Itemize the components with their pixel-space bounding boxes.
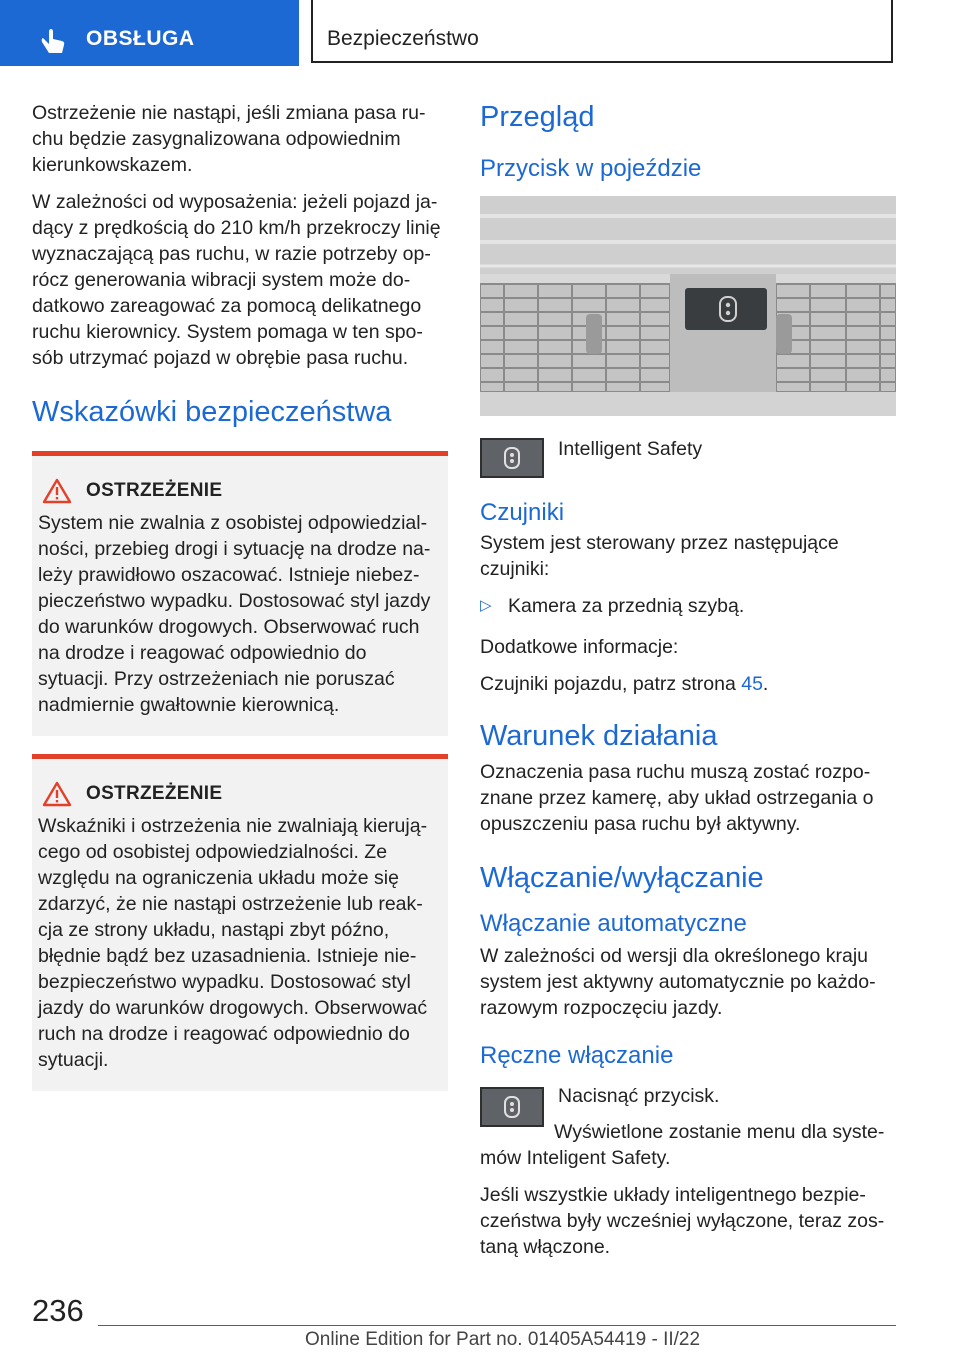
warning-text: System nie zwalnia z osobistej odpowiedzial- ności, przebieg drogi i sytuację na drodze na- leży prawidłowo oszacować. Istnieje niebez- pieczeństwo wypadku. Dostosować styl jazdy do warunków drogowych. Obserwować ruch na drodze i reagować odpowiednio do sytuacji. Przy ostrzeżeniach nie poruszać nadmiernie gwałtownie kierownicą. — [38, 512, 431, 716]
section-heading: Warunek działania — [480, 720, 718, 752]
button-caption: Intelligent Safety — [558, 438, 703, 460]
section-tab — [0, 0, 299, 66]
dashboard-button-photo — [480, 196, 896, 416]
section-heading: Przegląd — [480, 101, 595, 133]
paragraph: Wyświetlone zostanie menu dla syste- mów Inteligent Safety. — [480, 1121, 885, 1169]
paragraph: Ostrzeżenie nie nastąpi, jeśli zmiana pasa ru- chu będzie zasygnalizowana odpowiednim kierunkowskazem. — [32, 102, 426, 176]
subsection-heading: Czujniki — [480, 499, 565, 526]
intelligent-safety-button-icon — [480, 1087, 544, 1127]
warning-title: OSTRZEŻENIE — [86, 480, 223, 501]
section-heading: Wskazówki bezpieczeństwa — [32, 396, 392, 428]
safety-symbol-icon — [502, 446, 522, 470]
button-legend — [480, 438, 896, 478]
bullet-triangle-icon: ▷ — [480, 597, 492, 614]
reference-end: . — [762, 673, 769, 695]
left-column — [32, 100, 448, 1109]
page-number: 236 — [32, 1293, 84, 1328]
chapter-title: Bezpieczeństwo — [327, 27, 479, 50]
subsection-heading: Przycisk w pojeździe — [480, 155, 702, 182]
paragraph: Oznaczenia pasa ruchu muszą zostać rozpo- znane przez kamerę, aby układ ostrzegania o opuszczeniu pasa ruchu był aktywny. — [480, 761, 874, 835]
chapter-title-box — [311, 0, 893, 63]
warning-triangle-icon — [42, 781, 72, 807]
paragraph: W zależności od wersji dla określonego kraju system jest aktywny automatycznie po każdo- razowym rozpoczęciu jazdy. — [480, 945, 876, 1019]
safety-symbol-icon — [502, 1095, 522, 1119]
subsection-heading: Ręczne włączanie — [480, 1042, 674, 1069]
hand-pointer-icon — [40, 26, 66, 54]
intelligent-safety-button-icon — [480, 438, 544, 478]
section-label: OBSŁUGA — [86, 27, 195, 50]
warning-triangle-icon — [42, 478, 72, 504]
page-link[interactable]: 45 — [741, 673, 763, 695]
footer-rule — [98, 1325, 896, 1326]
section-heading: Włączanie/wyłączanie — [480, 862, 764, 894]
paragraph: System jest sterowany przez następujące czujniki: — [480, 532, 839, 580]
warning-text: Wskaźniki i ostrzeżenia nie zwalniają kierują- cego od osobistej odpowiedzialności. Ze względu na ograniczenia układu może się zdarzyć, że nie nastąpi ostrzeżenie lub reak- cja ze strony układu, nastąpi zbyt późno, błędnie bądź bez uzasadnienia. Istnieje nie- bezpieczeństwo wypadku. Dostosować styl jazdy do warunków drogowych. Obserwować ruch na drodze i reagować odpowiednio do sytuacji. — [38, 815, 428, 1071]
subsection-heading: Włączanie automatyczne — [480, 910, 747, 937]
reference-text: Czujniki pojazdu, patrz strona — [480, 673, 736, 695]
paragraph: Jeśli wszystkie układy inteligentnego bezpie- czeństwa były wcześniej wyłączone, teraz zos- taną włączone. — [480, 1184, 885, 1258]
cross-reference — [480, 671, 896, 697]
paragraph: W zależności od wyposażenia: jeżeli pojazd ja- dący z prędkością do 210 km/h przekroczy linię wyznaczającą pas ruchu, w razie potrzeby op- rócz generowania wibracji system może do- datkowo zareagować za pomocą delikatnego ruchu kierownicy. System pomaga w ten spo- sób utrzymać pojazd w obrębie pasa ruchu. — [32, 191, 441, 369]
step-text: Nacisnąć przycisk. — [558, 1085, 720, 1107]
warning-box — [32, 451, 448, 736]
list-item — [480, 593, 896, 630]
edition-label: Online Edition for Part no. 01405A54419 - II/22 — [305, 1329, 701, 1350]
list-item-text: Kamera za przednią szybą. — [508, 595, 745, 617]
warning-title: OSTRZEŻENIE — [86, 783, 223, 804]
paragraph: Dodatkowe informacje: — [480, 636, 679, 658]
right-column — [480, 100, 896, 1271]
warning-box — [32, 754, 448, 1091]
